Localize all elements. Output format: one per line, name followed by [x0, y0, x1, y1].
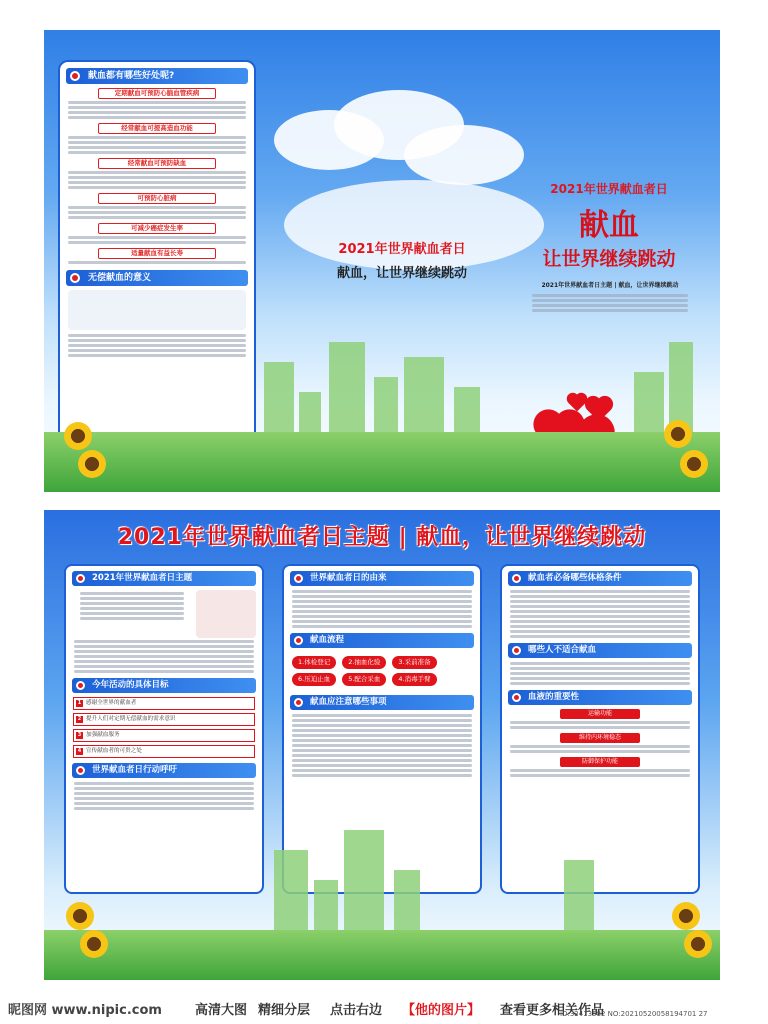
- column-header: 2021年世界献血者日主题: [72, 571, 256, 586]
- goal-item: 4 宣传献血者的可贵之处: [73, 745, 255, 758]
- column-header: 血液的重要性: [508, 690, 692, 705]
- goal-item: 2 提升人们对定期无偿献血的需求意识: [73, 713, 255, 726]
- panel-header: 无偿献血的意义: [66, 270, 248, 286]
- cloud: [404, 125, 524, 185]
- middle-title: 2021年世界献血者日: [338, 242, 466, 257]
- cover-title: 献血: [579, 208, 639, 243]
- flow-step: 2.抽血化验: [342, 656, 386, 669]
- brochure-inside: [44, 510, 720, 980]
- watermark-label: 点击右边: [330, 1003, 383, 1018]
- drop-icon: [294, 636, 303, 645]
- column-header: 哪些人不适合献血: [508, 643, 692, 658]
- sunflower-icon: [664, 420, 692, 448]
- watermark-bar: [0, 990, 768, 1024]
- brochure-outside: [44, 30, 720, 492]
- benefits-panel: [58, 60, 256, 450]
- drop-icon: [512, 646, 521, 655]
- column-requirements: [500, 564, 700, 894]
- flow-step: 4.消毒手臂: [392, 673, 436, 686]
- image-id: ID:32413582 NO:20210520058194701 27: [560, 1010, 708, 1018]
- middle-slogan: 献血，让世界继续跳动: [336, 266, 467, 281]
- illustration: [68, 290, 246, 330]
- blood-function-tag: 运输功能: [560, 709, 640, 719]
- flow-step: 1.体检登记: [292, 656, 336, 669]
- cover-text: [524, 292, 696, 314]
- sunflower-icon: [684, 930, 712, 958]
- column-header: 今年活动的具体目标: [72, 678, 256, 693]
- cover-small-title: 2021年世界献血者日: [550, 182, 668, 196]
- watermark-label: 查看更多相关作品: [500, 1003, 605, 1018]
- benefit-heading: 可预防心脏病: [98, 193, 216, 204]
- column-header: 世界献血者日行动呼吁: [72, 763, 256, 778]
- benefit-heading: 经常献血可提高造血功能: [98, 123, 216, 134]
- panel-header: 献血都有哪些好处呢?: [66, 68, 248, 84]
- column-header: 献血流程: [290, 633, 474, 648]
- column-header: 世界献血者日的由来: [290, 571, 474, 586]
- benefit-heading: 定期献血可预防心脑血管疾病: [98, 88, 216, 99]
- site-logo: 昵图网 www.nipic.com: [8, 1003, 162, 1018]
- flow-step: 6.压迫止血: [292, 673, 336, 686]
- drop-icon: [294, 698, 303, 707]
- grass-ground: [44, 432, 720, 492]
- drop-icon: [76, 574, 85, 583]
- grass-ground: [44, 930, 720, 980]
- blood-function-tag: 防御保护功能: [560, 757, 640, 767]
- drop-icon: [70, 71, 80, 81]
- drop-icon: [76, 681, 85, 690]
- watermark-label: 高清大图: [195, 1003, 248, 1018]
- column-header: 献血应注意哪些事项: [290, 695, 474, 710]
- benefit-heading: 可减少癌症发生率: [98, 223, 216, 234]
- sunflower-icon: [672, 902, 700, 930]
- drop-icon: [76, 766, 85, 775]
- banner-title: 2021年世界献血者日主题 | 献血，让世界继续跳动: [117, 525, 647, 550]
- goal-item: 3 加强献血服务: [73, 729, 255, 742]
- sunflower-icon: [64, 422, 92, 450]
- donation-flow: [284, 652, 480, 690]
- drop-icon: [70, 273, 80, 283]
- flow-step: 3.采前准备: [392, 656, 436, 669]
- cover-theme-line: 2021年世界献血者日主题 | 献血，让世界继续跳动: [541, 282, 679, 289]
- drop-icon: [512, 574, 521, 583]
- drop-icon: [294, 574, 303, 583]
- blood-function-tag: 维持内环境稳态: [560, 733, 640, 743]
- sunflower-icon: [680, 450, 708, 478]
- cover-subtitle: 让世界继续跳动: [542, 248, 676, 270]
- column-theme: [64, 564, 264, 894]
- benefit-heading: 经常献血可预防缺血: [98, 158, 216, 169]
- benefit-heading: 适量献血有益长寿: [98, 248, 216, 259]
- sunflower-icon: [66, 902, 94, 930]
- sunflower-icon: [78, 450, 106, 478]
- watermark-label: 精细分层: [258, 1003, 311, 1018]
- flow-step: 5.配合采血: [342, 673, 386, 686]
- watermark-link[interactable]: 【他的图片】: [402, 1003, 481, 1018]
- column-header: 献血者必备哪些体格条件: [508, 571, 692, 586]
- illustration: [196, 590, 256, 638]
- goal-item: 1 感谢全世界的献血者: [73, 697, 255, 710]
- sunflower-icon: [80, 930, 108, 958]
- drop-icon: [512, 693, 521, 702]
